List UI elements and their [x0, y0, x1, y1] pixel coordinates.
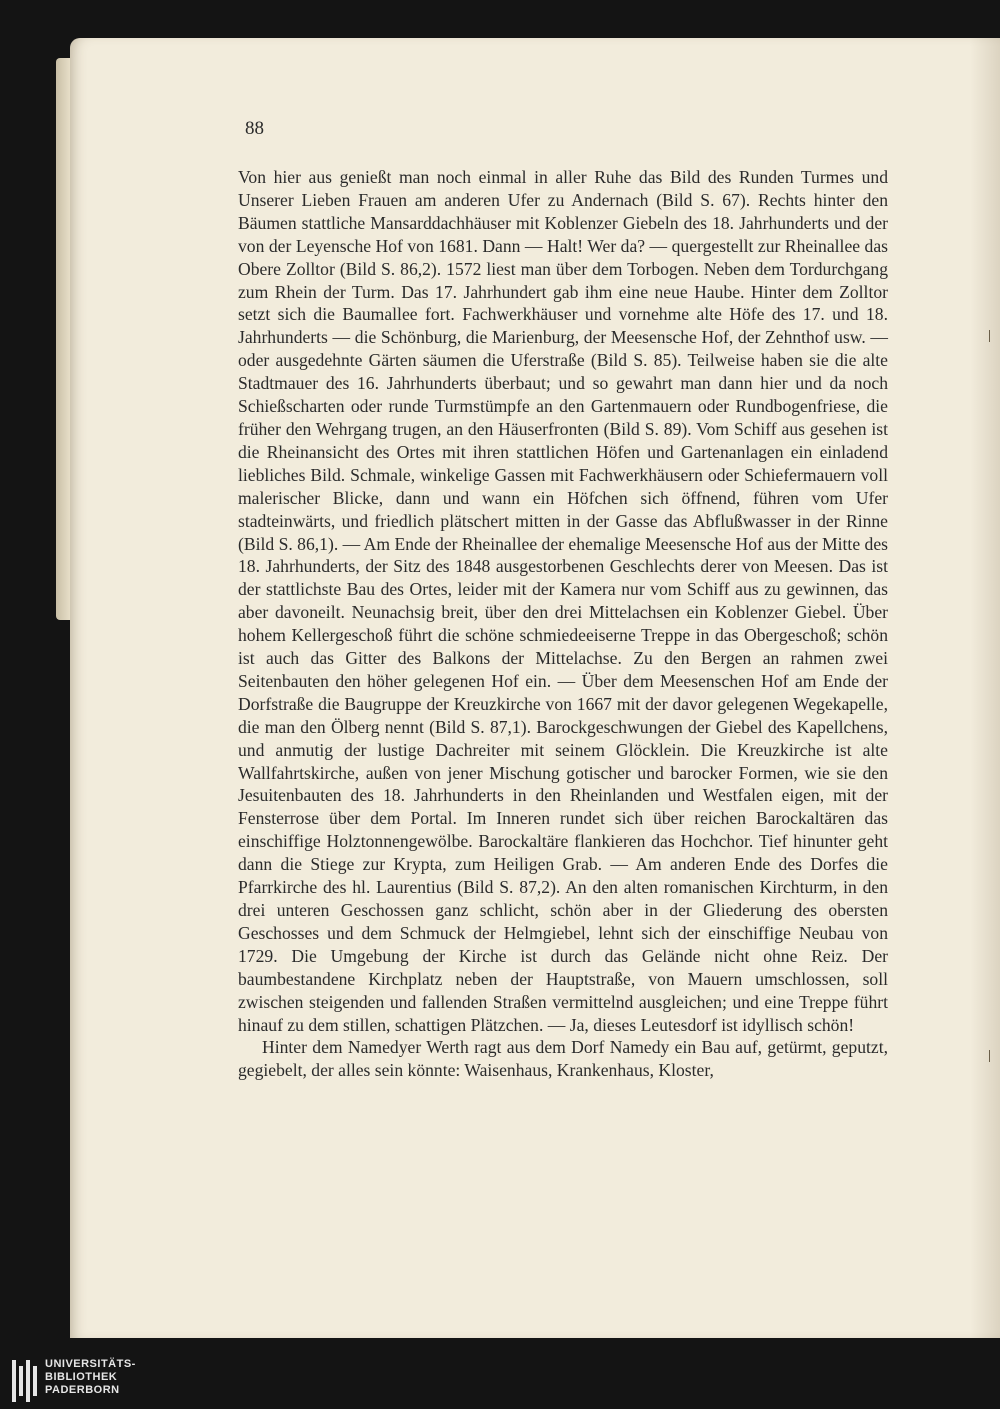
margin-mark [981, 330, 990, 342]
logo-text [45, 1358, 136, 1397]
library-logo [12, 1358, 136, 1402]
logo-line-1: UNIVERSITÄTS- [45, 1358, 136, 1370]
paragraph-1: Von hier aus genießt man noch einmal in aller Ruhe das Bild des Runden Turmes und Unserer Lieben Frauen am anderen Ufer zu Andernach (Bild S. 67). Rechts hinter den Bäumen stattliche Mansarddachhäuser mit Koblenzer Giebeln des 18. Jahrhunderts und der von der Leyensche Hof von 1681. Dann — Halt! Wer da? — quergestellt zur Rheinallee das Obere Zolltor (Bild S. 86,2). 1572 liest man über dem Torbogen. Neben dem Tordurchgang zum Rhein der Turm. Das 17. Jahrhundert gab ihm eine neue Haube. Hinter dem Zolltor setzt sich die Baumallee fort. Fachwerkhäuser und vornehme alte Höfe des 17. und 18. Jahrhunderts — die Schönburg, die Marienburg, der Meesensche Hof, der Zehnthof usw. — oder ausgedehnte Gärten säumen die Uferstraße (Bild S. 85). Teilweise haben sie die alte Stadtmauer des 16. Jahrhunderts überbaut; und so gewahrt man dann hier und da noch Schießscharten oder runde Turmstümpfe an den Gartenmauern oder Rundbogenfriese, die früher den Wehrgang trugen, an den Häuserfronten (Bild S. 89). Vom Schiff aus gesehen ist die Rheinansicht des Ortes mit ihren stattlichen Höfen und Gartenanlagen ein einladend liebliches Bild. Schmale, winkelige Gassen mit Fachwerkhäusern oder Schiefermauern voll malerischer Blicke, dann und wann ein Höfchen sich öffnend, führen vom Ufer stadteinwärts, und friedlich plätschert mitten in der Gasse das Abflußwasser in der Rinne (Bild S. 86,1). — Am Ende der Rheinallee der ehemalige Meesensche Hof aus der Mitte des 18. Jahrhunderts, der Sitz des 1848 ausgestorbenen Geschlechts derer von Meesen. Das ist der stattlichste Bau des Ortes, leider mit der Kamera nur vom Schiff aus zu gewinnen, das aber davoneilt. Neunachsig breit, über den drei Mittelachsen ein Koblenzer Giebel. Über hohem Kellergeschoß führt die schöne schmiedeeiserne Treppe in das Obergeschoß; schön ist auch das Gitter des Balkons der Mittelachse. Zu den Bergen an rahmen zwei Seitenbauten den höher gelegenen Hof ein. — Über dem Meesenschen Hof am Ende der Dorfstraße die Baugruppe der Kreuzkirche von 1667 mit der davor gelegenen Wegekapelle, die man den Ölberg nennt (Bild S. 87,1). Barockgeschwungen der Giebel des Kapellchens, und anmutig der lustige Dachreiter mit seinem Glöcklein. Die Kreuzkirche ist alte Wallfahrtskirche, außen von jener Mischung gotischer und barocker Formen, wie sie den Jesuitenbauten des 18. Jahrhunderts in den Rheinlanden und Westfalen eigen, mit der Fensterrose über dem Portal. Im Inneren rundet sich über reichen Barockaltären das einschiffige Holztonnengewölbe. Barockaltäre flankieren das Hochchor. Tief hinunter geht dann die Stiege zur Krypta, zum Heiligen Grab. — Am anderen Ende des Dorfes die Pfarrkirche des hl. Laurentius (Bild S. 87,2). An den alten romanischen Kirchturm, in den drei unteren Geschossen ganz schlicht, schön aber in der Gliederung des obersten Geschosses und dem Schmuck der Helmgiebel, lehnt sich der einschiffige Neubau von 1729. Die Umgebung der Kirche ist durch das Gelände nicht ohne Reiz. Der baumbestandene Kirchplatz neben der Hauptstraße, von Mauern umschlossen, soll zwischen steigenden und fallenden Straßen vermittelnd ausgleichen; und eine Treppe führt hinauf zu dem stillen, schattigen Plätzchen. — Ja, dieses Leutesdorf ist idyllisch schön! [238, 167, 888, 1035]
paragraph-2: Hinter dem Namedyer Werth ragt aus dem Dorf Namedy ein Bau auf, getürmt, geputzt, gegiebelt, der alles sein könnte: Waisenhaus, Krankenhaus, Kloster, [238, 1037, 888, 1081]
body-text [238, 166, 888, 1082]
logo-line-2: BIBLIOTHEK [45, 1371, 118, 1383]
logo-icon [12, 1360, 37, 1402]
page-gutter-shadow [970, 38, 1000, 1338]
page-number: 88 [245, 118, 264, 139]
logo-line-3: PADERBORN [45, 1384, 120, 1396]
margin-mark [981, 1050, 990, 1062]
